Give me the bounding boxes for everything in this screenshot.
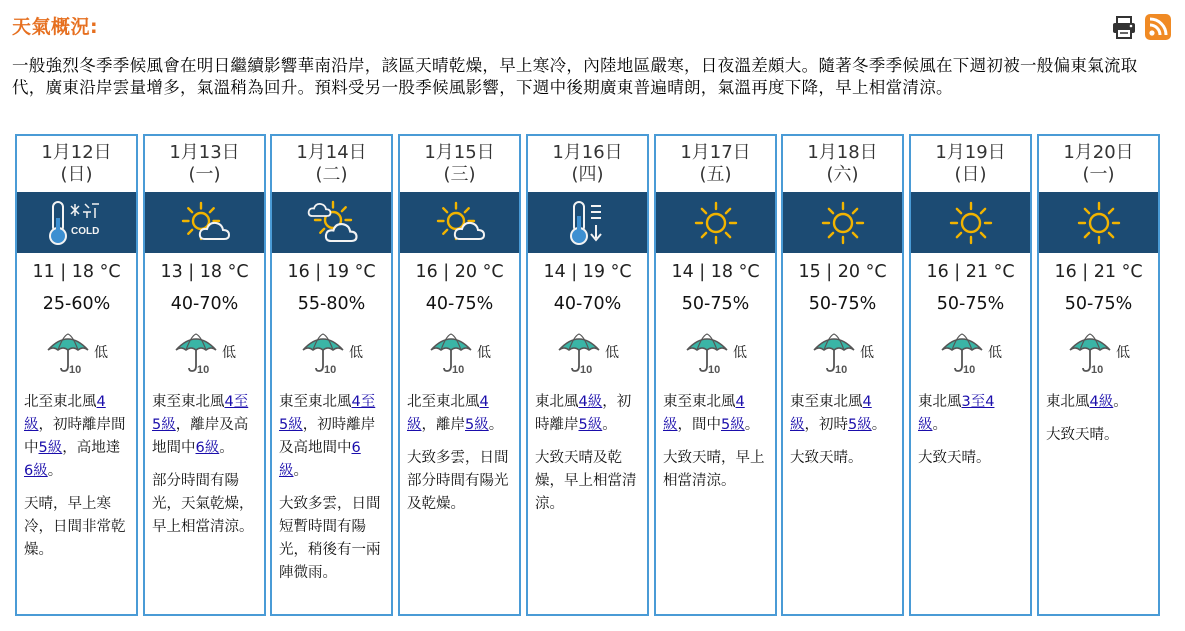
wind-force-link[interactable]: 4級 xyxy=(578,394,603,410)
date-label: 1月20日 xyxy=(1063,142,1134,163)
temperature-range: 16 | 19 °C xyxy=(287,262,376,282)
wind-text: 。 xyxy=(488,417,504,433)
wind-forecast xyxy=(1039,391,1158,414)
wind-force-link[interactable]: 5級 xyxy=(721,417,745,433)
weather-icon-bar xyxy=(400,192,519,253)
umbrella-icon xyxy=(811,332,857,378)
svg-text:10: 10 xyxy=(324,364,337,374)
rain-probability xyxy=(528,333,647,377)
wind-force-link[interactable]: 4至5級 xyxy=(152,394,249,433)
date-label: 1月13日 xyxy=(169,142,240,163)
weather-icon-bar xyxy=(145,192,264,253)
forecast-day xyxy=(1037,134,1160,616)
rain-probability xyxy=(272,333,391,377)
weather-icon-bar xyxy=(272,192,391,253)
humidity-range: 25-60% xyxy=(42,294,111,314)
wind-force-link[interactable]: 6級 xyxy=(24,463,48,479)
temperature-range: 16 | 20 °C xyxy=(415,262,504,282)
temperature-range: 16 | 21 °C xyxy=(1054,262,1143,282)
weather-description: 大致多雲，日間部分時間有陽光及乾燥。 xyxy=(407,450,509,512)
forecast-date xyxy=(656,136,775,192)
weather-description: 大致天晴。 xyxy=(918,450,991,466)
temperature-range: 15 | 20 °C xyxy=(798,262,887,282)
weather-description: 大致天晴。 xyxy=(790,450,863,466)
temperature-range: 14 | 19 °C xyxy=(543,262,632,282)
umbrella-icon xyxy=(173,332,219,378)
weather-description: 部分時間有陽光，天氣乾燥，早上相當清涼。 xyxy=(152,473,254,535)
wind-forecast xyxy=(528,391,647,437)
forecast-date xyxy=(911,136,1030,192)
nine-day-forecast xyxy=(15,134,1171,616)
weekday-label: (一) xyxy=(1082,164,1115,185)
rain-probability xyxy=(1039,333,1158,377)
rain-probability-label: 低 xyxy=(988,345,1002,361)
wind-text: 北至東北風 xyxy=(24,394,97,410)
forecast-date xyxy=(17,136,136,192)
wind-forecast xyxy=(400,391,519,437)
weather-icon-bar xyxy=(528,192,647,253)
forecast-day xyxy=(270,134,393,616)
umbrella-icon xyxy=(684,332,730,378)
sunny-icon xyxy=(819,199,867,247)
forecast-date xyxy=(528,136,647,192)
forecast-day xyxy=(909,134,1032,616)
wind-forecast xyxy=(272,391,391,483)
wind-text: ，初時離岸間中 xyxy=(24,417,126,456)
temperature-falling-icon xyxy=(564,198,612,248)
wind-text: 東至東北風 xyxy=(663,394,736,410)
svg-text:10: 10 xyxy=(963,364,976,374)
weekday-label: (日) xyxy=(954,164,987,185)
weekday-label: (二) xyxy=(315,164,348,185)
sunny-periods-icon xyxy=(434,199,486,247)
weather-icon-bar xyxy=(656,192,775,253)
sunny-periods-icon xyxy=(179,199,231,247)
cold-label: COLD xyxy=(70,225,99,237)
rain-probability xyxy=(656,333,775,377)
wind-text: 東至東北風 xyxy=(279,394,352,410)
wind-forecast xyxy=(783,391,902,437)
temperature-range: 13 | 18 °C xyxy=(160,262,249,282)
wind-force-link[interactable]: 5級 xyxy=(848,417,872,433)
weather-description: 大致天晴及乾燥，早上相當清涼。 xyxy=(535,450,637,512)
sunny-icon xyxy=(1075,199,1123,247)
toolbar xyxy=(1111,14,1171,40)
section-title: 天氣概況: xyxy=(12,16,99,38)
humidity-range: 50-75% xyxy=(1064,294,1133,314)
weather-description: 大致天晴。 xyxy=(1046,427,1119,443)
wind-text: 東北風 xyxy=(535,394,579,410)
wind-text: 東至東北風 xyxy=(152,394,225,410)
wind-text: 東北風 xyxy=(1046,394,1090,410)
wind-force-link[interactable]: 4級 xyxy=(407,394,489,433)
date-label: 1月15日 xyxy=(424,142,495,163)
temperature-range: 14 | 18 °C xyxy=(671,262,760,282)
weather-description: 天晴，早上寒冷，日間非常乾燥。 xyxy=(24,496,126,558)
forecast-day xyxy=(654,134,777,616)
rss-feed-icon[interactable] xyxy=(1145,14,1171,40)
rain-probability-label: 低 xyxy=(1116,345,1130,361)
wind-force-link[interactable]: 4級 xyxy=(663,394,745,433)
rain-probability xyxy=(17,333,136,377)
wind-text: ，高地達 xyxy=(62,440,121,456)
wind-forecast xyxy=(911,391,1030,437)
umbrella-icon xyxy=(428,332,474,378)
wind-force-link[interactable]: 4級 xyxy=(790,394,872,433)
temperature-range: 11 | 18 °C xyxy=(32,262,121,282)
weekday-label: (一) xyxy=(188,164,221,185)
humidity-range: 50-75% xyxy=(936,294,1005,314)
weekday-label: (日) xyxy=(60,164,93,185)
humidity-range: 40-70% xyxy=(170,294,239,314)
weather-summary: 一般強烈冬季季候風會在明日繼續影響華南沿岸，該區天晴乾燥，早上寒冷，內陸地區嚴寒，日夜溫差頗大。隨著冬季季候風在下週初被一般偏東氣流取代，廣東沿岸雲量增多，氣溫稍為回升。預料受另一股季候風影響，下週中後期廣東普遍晴朗，氣溫再度下降，早上相當清涼。 xyxy=(12,56,1138,97)
wind-text: ，初時 xyxy=(804,417,848,433)
sunny-intervals-icon xyxy=(305,198,359,248)
weather-description: 大致多雲，日間短暫時間有陽光，稍後有一兩陣微雨。 xyxy=(279,496,381,581)
humidity-range: 55-80% xyxy=(297,294,366,314)
umbrella-icon xyxy=(1067,332,1113,378)
weather-icon-bar xyxy=(783,192,902,253)
wind-text: 。 xyxy=(744,417,760,433)
rain-probability-label: 低 xyxy=(94,345,108,361)
forecast-date xyxy=(400,136,519,192)
svg-text:10: 10 xyxy=(452,364,465,374)
umbrella-icon xyxy=(939,332,985,378)
humidity-range: 40-70% xyxy=(553,294,622,314)
wind-forecast xyxy=(145,391,264,460)
svg-text:10: 10 xyxy=(708,364,721,374)
wind-text: ，離岸及高地間中 xyxy=(152,417,249,456)
umbrella-icon xyxy=(556,332,602,378)
wind-text: 東北風 xyxy=(918,394,962,410)
forecast-day xyxy=(15,134,138,616)
svg-text:10: 10 xyxy=(580,364,593,374)
cold-warning-icon xyxy=(47,198,107,248)
umbrella-icon xyxy=(45,332,91,378)
weather-icon-bar xyxy=(17,192,136,253)
weather-description: 大致天晴，早上相當清涼。 xyxy=(663,450,765,489)
weekday-label: (四) xyxy=(571,164,604,185)
forecast-date xyxy=(1039,136,1158,192)
svg-text:10: 10 xyxy=(1091,364,1104,374)
weekday-label: (五) xyxy=(699,164,732,185)
forecast-day xyxy=(143,134,266,616)
wind-text: 。 xyxy=(47,463,63,479)
rain-probability xyxy=(400,333,519,377)
forecast-day xyxy=(526,134,649,616)
wind-text: 。 xyxy=(871,417,887,433)
rain-probability xyxy=(145,333,264,377)
forecast-date xyxy=(272,136,391,192)
date-label: 1月12日 xyxy=(41,142,112,163)
wind-force-link[interactable]: 6級 xyxy=(195,440,220,456)
forecast-date xyxy=(145,136,264,192)
print-icon[interactable] xyxy=(1111,14,1137,40)
date-label: 1月16日 xyxy=(552,142,623,163)
wind-text: 。 xyxy=(932,417,947,433)
wind-text: ，初時離岸及高地間中 xyxy=(279,417,376,456)
wind-text: ，間中 xyxy=(677,417,721,433)
svg-text:10: 10 xyxy=(197,364,210,374)
rain-probability xyxy=(783,333,902,377)
wind-text: 。 xyxy=(219,440,234,456)
wind-text: 。 xyxy=(293,463,308,479)
umbrella-icon xyxy=(300,332,346,378)
wind-force-link[interactable]: 3至4級 xyxy=(918,394,995,433)
wind-text: 。 xyxy=(602,417,617,433)
wind-text: 北至東北風 xyxy=(407,394,480,410)
svg-text:10: 10 xyxy=(835,364,848,374)
wind-forecast xyxy=(17,391,136,483)
weekday-label: (六) xyxy=(826,164,859,185)
wind-force-link[interactable]: 4級 xyxy=(24,394,106,433)
humidity-range: 40-75% xyxy=(425,294,494,314)
weather-icon-bar xyxy=(1039,192,1158,253)
svg-text:10: 10 xyxy=(69,364,82,374)
forecast-day xyxy=(781,134,904,616)
date-label: 1月18日 xyxy=(807,142,878,163)
wind-force-link[interactable]: 5級 xyxy=(465,417,489,433)
rain-probability-label: 低 xyxy=(477,345,491,361)
wind-text: 東至東北風 xyxy=(790,394,863,410)
rain-probability xyxy=(911,333,1030,377)
wind-text: 。 xyxy=(1113,394,1128,410)
rain-probability-label: 低 xyxy=(349,345,363,361)
rain-probability-label: 低 xyxy=(860,345,874,361)
wind-force-link[interactable]: 5級 xyxy=(578,417,603,433)
date-label: 1月17日 xyxy=(680,142,751,163)
sunny-icon xyxy=(947,199,995,247)
forecast-day xyxy=(398,134,521,616)
temperature-range: 16 | 21 °C xyxy=(926,262,1015,282)
wind-forecast xyxy=(656,391,775,437)
weather-icon-bar xyxy=(911,192,1030,253)
wind-text: ，初時離岸 xyxy=(535,394,632,433)
sunny-icon xyxy=(692,199,740,247)
humidity-range: 50-75% xyxy=(681,294,750,314)
wind-force-link[interactable]: 4至5級 xyxy=(279,394,376,433)
wind-force-link[interactable]: 5級 xyxy=(38,440,63,456)
date-label: 1月19日 xyxy=(935,142,1006,163)
rain-probability-label: 低 xyxy=(733,345,747,361)
humidity-range: 50-75% xyxy=(808,294,877,314)
weekday-label: (三) xyxy=(443,164,476,185)
rain-probability-label: 低 xyxy=(605,345,619,361)
wind-text: ，離岸 xyxy=(421,417,465,433)
forecast-date xyxy=(783,136,902,192)
date-label: 1月14日 xyxy=(296,142,367,163)
wind-force-link[interactable]: 6級 xyxy=(279,440,361,479)
wind-force-link[interactable]: 4級 xyxy=(1089,394,1114,410)
rain-probability-label: 低 xyxy=(222,345,236,361)
